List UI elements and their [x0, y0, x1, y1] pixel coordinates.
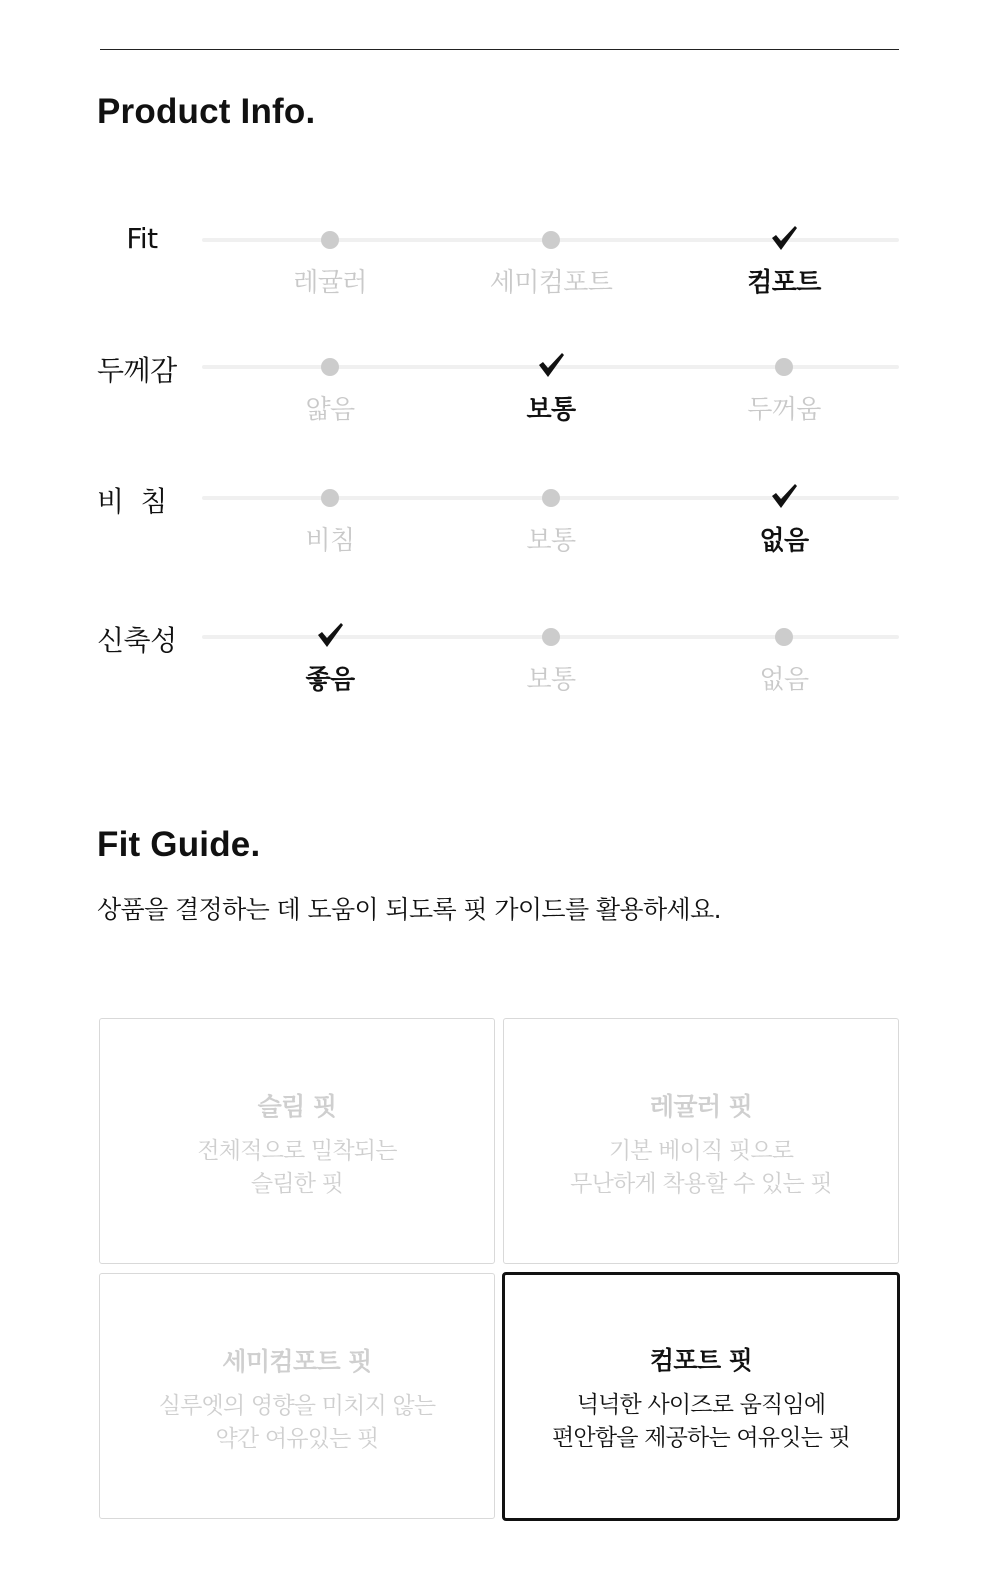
option-label: 없음 — [759, 665, 809, 695]
card-description — [504, 1135, 898, 1201]
option-label: 레귤러 — [293, 268, 367, 298]
row-label: 두께감 — [97, 354, 177, 387]
checkmark-icon — [770, 482, 798, 510]
card-title: 세미컴포트 핏 — [222, 1347, 372, 1376]
card-desc-line: 무난하게 착용할 수 있는 핏 — [570, 1171, 832, 1197]
card-description — [100, 1135, 494, 1201]
card-desc-line: 넉넉한 사이즈로 움직임에 — [576, 1392, 826, 1418]
product-info-title: Product Info. — [97, 92, 316, 131]
option-dot — [542, 231, 560, 249]
option-label: 보통 — [526, 526, 576, 556]
card-description — [100, 1390, 494, 1456]
info-row-thickness — [0, 354, 1000, 447]
info-row-fit — [0, 222, 1000, 320]
checkmark-icon — [316, 621, 344, 649]
fit-card-comfort — [502, 1272, 900, 1521]
row-label: 비 침 — [97, 485, 167, 518]
option-dot — [542, 628, 560, 646]
fit-guide-title: Fit Guide. — [97, 825, 261, 864]
option-label: 좋음 — [305, 665, 355, 695]
card-title: 슬림 핏 — [257, 1092, 337, 1121]
option-dot — [775, 628, 793, 646]
card-description — [505, 1389, 897, 1455]
option-label: 두꺼움 — [747, 395, 821, 425]
option-label: 보통 — [526, 395, 576, 425]
option-dot — [321, 358, 339, 376]
row-label: Fit — [126, 222, 158, 255]
card-desc-line: 편안함을 제공하는 여유잇는 핏 — [552, 1425, 850, 1451]
fit-card-semi-comfort — [99, 1273, 495, 1519]
card-title: 컴포트 핏 — [649, 1346, 753, 1375]
option-label: 얇음 — [305, 395, 355, 425]
fit-guide-description: 상품을 결정하는 데 도움이 되도록 핏 가이드를 활용하세요. — [97, 895, 721, 924]
option-dot — [321, 231, 339, 249]
option-dot — [321, 489, 339, 507]
top-divider — [100, 49, 899, 50]
option-dot — [542, 489, 560, 507]
checkmark-icon — [537, 351, 565, 379]
row-label: 신축성 — [97, 624, 177, 657]
info-row-sheerness — [0, 485, 1000, 578]
card-desc-line: 약간 여유있는 핏 — [215, 1426, 379, 1452]
fit-card-slim — [99, 1018, 495, 1264]
card-desc-line: 슬림한 핏 — [250, 1171, 344, 1197]
checkmark-icon — [770, 224, 798, 252]
fit-card-regular — [503, 1018, 899, 1264]
option-dot — [775, 358, 793, 376]
option-label: 세미컴포트 — [489, 268, 613, 298]
option-label: 없음 — [759, 526, 809, 556]
card-desc-line: 실루엣의 영향을 미치지 않는 — [158, 1393, 436, 1419]
option-label: 비침 — [305, 526, 355, 556]
card-desc-line: 기본 베이직 핏으로 — [608, 1138, 794, 1164]
option-label: 컴포트 — [747, 268, 821, 298]
card-desc-line: 전체적으로 밀착되는 — [197, 1138, 397, 1164]
option-label: 보통 — [526, 665, 576, 695]
info-row-stretch — [0, 624, 1000, 717]
card-title: 레귤러 핏 — [649, 1092, 753, 1121]
